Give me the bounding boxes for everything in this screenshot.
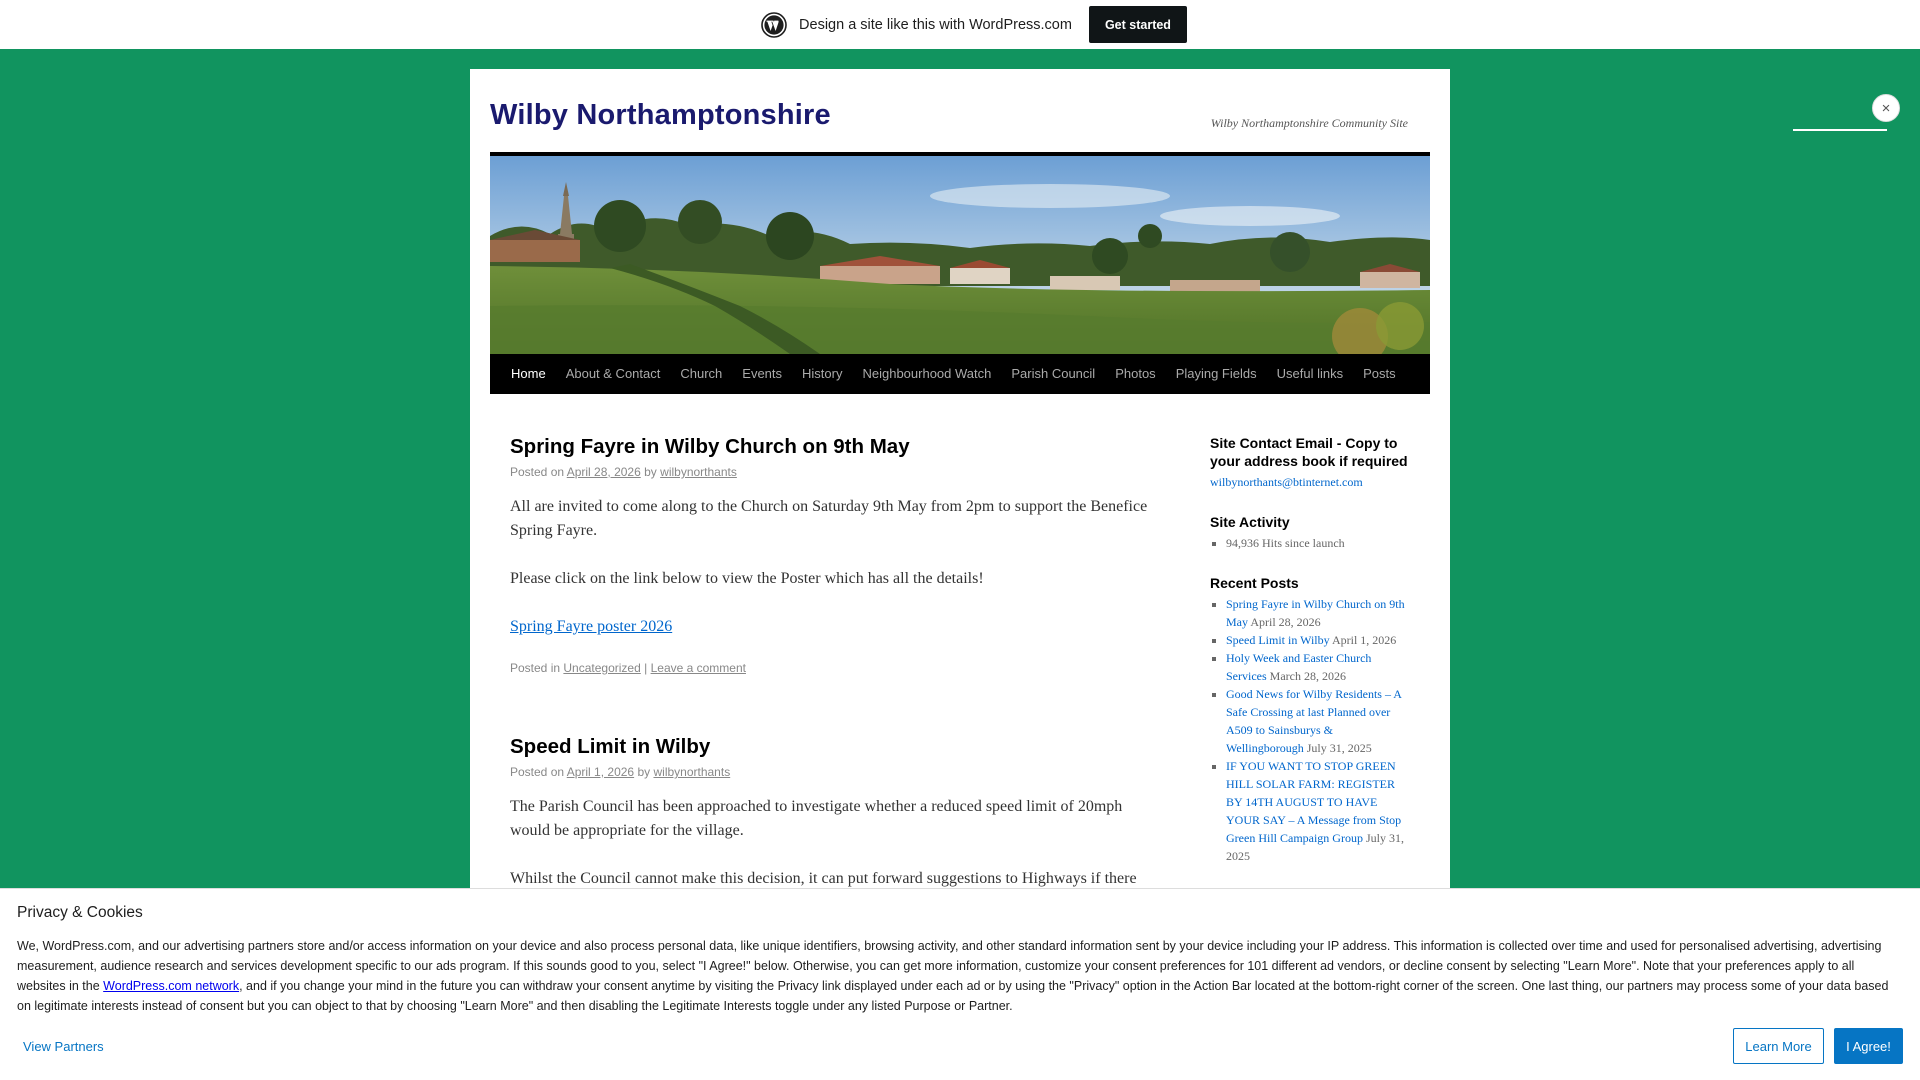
nav-parish-council[interactable]: Parish Council xyxy=(1011,366,1096,381)
post-paragraph: The Parish Council has been approached to investigate whether a reduced speed limit of 20mph would be appropriate for the village. xyxy=(510,798,1123,839)
nav-photos[interactable]: Photos xyxy=(1115,366,1156,381)
widget-contact xyxy=(1210,434,1410,491)
widget-title: Recent Posts xyxy=(1210,575,1299,591)
post-body xyxy=(510,795,1150,891)
close-icon[interactable]: × xyxy=(1872,94,1900,122)
category-link[interactable]: Uncategorized xyxy=(563,661,641,675)
recent-post-date: April 1, 2026 xyxy=(1331,633,1397,647)
post-paragraph: Please click on the link below to view the Poster which has all the details! xyxy=(510,570,984,587)
posted-in-label: Posted in xyxy=(510,661,561,675)
post-paragraph: Whilst the Council cannot make this decision, it can put forward suggestions to Highways if there xyxy=(510,870,1137,887)
post-date-link[interactable]: April 1, 2026 xyxy=(566,765,635,779)
recent-post-link[interactable]: Speed Limit in Wilby xyxy=(1226,633,1330,647)
leave-comment-link[interactable]: Leave a comment xyxy=(650,661,746,675)
post-meta xyxy=(510,465,1150,479)
learn-more-button[interactable]: Learn More xyxy=(1733,1028,1824,1064)
recent-post-date: March 28, 2026 xyxy=(1269,669,1346,683)
cookie-text-before: We, WordPress.com, and our advertising partners store and/or access information on your device and also process personal data, like unique identifiers, browsing activity, and other standard information sent by your device including your IP address. This information is collected over time and used for personalised advertising, advertising measurement, audience research and services development specific to our ads program. If this sounds good to you, select "I Agree!" below. Otherwise, you can get more information, customize your consent preferences for 101 different ad vendors, or decline consent by selecting "Learn More". Note that your preferences apply to all websites in the xyxy=(17,939,1882,993)
recent-post-link[interactable]: IF YOU WANT TO STOP GREEN HILL SOLAR FARM: REGISTER BY 14TH AUGUST TO HAVE YOUR SAY – A Message from Stop Green Hill Campaign Group xyxy=(1226,759,1402,845)
wordpress-promo-inner xyxy=(761,6,1187,43)
cookie-title: Privacy & Cookies xyxy=(17,904,143,921)
post-body xyxy=(510,495,1150,639)
nav-playing-fields[interactable]: Playing Fields xyxy=(1175,366,1257,381)
recent-post-link[interactable]: Good News for Wilby Residents – A Safe Crossing at last Planned over A509 to Sainsburys & Wellingborough xyxy=(1226,687,1402,755)
post-author-link[interactable]: wilbynorthants xyxy=(653,765,731,779)
cookie-text xyxy=(17,936,1903,1016)
recent-post-link[interactable]: Holy Week and Easter Church Services xyxy=(1226,651,1372,683)
widget-title: Site Contact Email - Copy to your address book if required xyxy=(1210,435,1408,469)
poster-link[interactable]: Spring Fayre poster 2026 xyxy=(510,618,673,635)
posted-on-label: Posted on xyxy=(510,765,565,779)
recent-posts-list xyxy=(1210,595,1410,865)
wordpress-promo-text: Design a site like this with WordPress.com xyxy=(799,16,1072,33)
by-label: by xyxy=(637,765,651,779)
footer-separator: | xyxy=(644,661,648,675)
activity-list xyxy=(1210,534,1410,552)
list-item xyxy=(1226,631,1410,649)
view-partners-link[interactable]: View Partners xyxy=(23,1039,104,1054)
widget-activity xyxy=(1210,513,1410,552)
nav-history[interactable]: History xyxy=(802,366,843,381)
main-content xyxy=(510,433,1150,949)
cookie-text-after: , and if you change your mind in the future you can withdraw your consent anytime by visiting the Privacy link displayed under each ad or by using the "Privacy" option in the Action Bar located at the bottom-right corner of the screen. One last thing, our partners may process some of your data based on legitimate interests instead of consent but you can object to that by choosing "Learn More" and then disabling the Legitimate Interests toggle under any listed Purpose or Partner. xyxy=(17,979,1889,1013)
recent-post-link[interactable]: Spring Fayre in Wilby Church on 9th May xyxy=(1226,597,1405,629)
nav-church[interactable]: Church xyxy=(680,366,723,381)
recent-post-date: July 31, 2025 xyxy=(1226,831,1404,863)
post-footer xyxy=(510,661,1150,675)
nav-neighbourhood-watch[interactable]: Neighbourhood Watch xyxy=(862,366,992,381)
list-item xyxy=(1226,649,1410,685)
post-author-link[interactable]: wilbynorthants xyxy=(660,465,737,479)
wordpress-network-link[interactable]: WordPress.com network xyxy=(103,979,240,993)
header-banner-image xyxy=(490,156,1430,354)
post-title[interactable]: Speed Limit in Wilby xyxy=(510,735,711,758)
sidebar xyxy=(1210,434,1410,927)
recent-post-date: July 31, 2025 xyxy=(1306,741,1372,755)
site-description: Wilby Northamptonshire Community Site xyxy=(1210,116,1408,130)
i-agree-button[interactable]: I Agree! xyxy=(1834,1028,1903,1064)
cookie-consent-banner xyxy=(0,888,1920,1080)
nav-about-contact[interactable]: About & Contact xyxy=(565,366,661,381)
nav-events[interactable]: Events xyxy=(742,366,783,381)
get-started-button[interactable]: Get started xyxy=(1089,6,1187,43)
post-meta xyxy=(510,765,1150,779)
post xyxy=(510,433,1150,675)
by-label: by xyxy=(644,465,657,479)
village-landscape-image xyxy=(490,156,1430,354)
widget-recent-posts xyxy=(1210,574,1410,865)
widget-title: Site Activity xyxy=(1210,514,1290,530)
wordpress-logo-icon xyxy=(761,12,787,38)
nav-useful-links[interactable]: Useful links xyxy=(1276,366,1344,381)
recent-post-date: April 28, 2026 xyxy=(1250,615,1321,629)
contact-email-link[interactable]: wilbynorthants@btinternet.com xyxy=(1210,475,1363,489)
post-title[interactable]: Spring Fayre in Wilby Church on 9th May xyxy=(510,435,910,458)
main-navigation xyxy=(490,354,1430,394)
post-date-link[interactable]: April 28, 2026 xyxy=(566,465,641,479)
close-underline xyxy=(1793,129,1887,131)
list-item xyxy=(1226,685,1410,757)
nav-home[interactable]: Home xyxy=(511,366,546,381)
list-item xyxy=(1226,757,1410,865)
post xyxy=(510,733,1150,891)
post-paragraph: All are invited to come along to the Church on Saturday 9th May from 2pm to support the Benefice Spring Fayre. xyxy=(510,498,1148,539)
wordpress-promo-bar xyxy=(0,0,1920,49)
list-item xyxy=(1226,595,1410,631)
nav-posts[interactable]: Posts xyxy=(1363,366,1396,381)
posted-on-label: Posted on xyxy=(510,465,565,479)
hits-count: ▪ 94,936 Hits since launch xyxy=(1226,534,1410,552)
site-title[interactable]: Wilby Northamptonshire xyxy=(490,99,831,131)
